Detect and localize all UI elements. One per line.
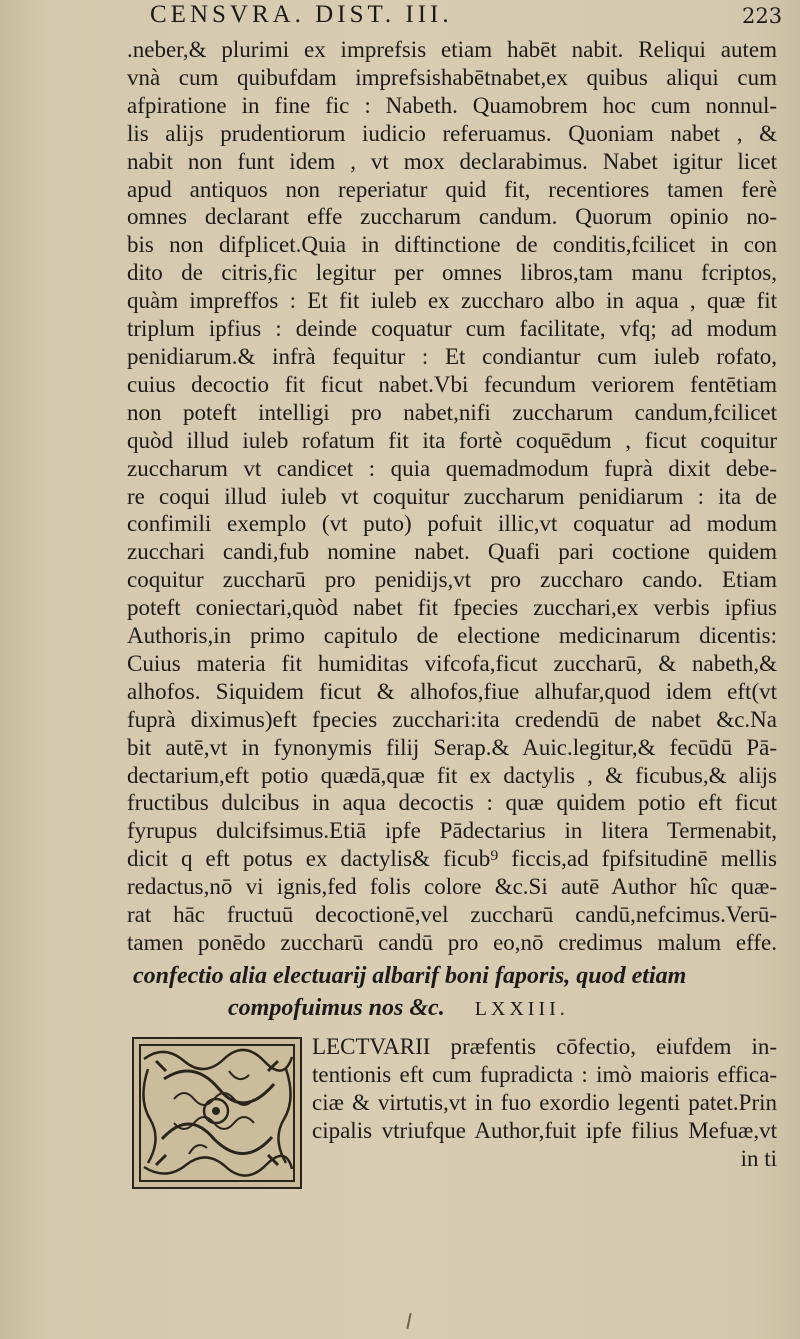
text-line: cuius decoctio fit ficut nabet.Vbi fecundum veriorem fentētiam bbox=[127, 371, 777, 397]
text-line: nabit non funt idem , vt mox declarabimus. Nabet igitur licet bbox=[127, 148, 777, 174]
text-line: bit autē,vt in fynonymis filij Serap.& Auic.legitur,& fecūdū Pā- bbox=[127, 734, 777, 760]
main-text-block bbox=[127, 36, 777, 957]
text-line: penidiarum.& infrà fequitur : Et condiantur cum iuleb rofato, bbox=[127, 343, 777, 369]
chapter-heading bbox=[133, 960, 773, 1025]
running-head: CENSVRA. DIST. III. bbox=[150, 1, 453, 28]
text-line: apud antiquos non reperiatur quid fit, recentiores tamen ferè bbox=[127, 176, 777, 202]
text-line: confimili exemplo (vt puto) pofuit illic,vt coquatur ad modum bbox=[127, 511, 777, 537]
text-line: poteft coniectari,quòd nabet fit fpecies zucchari,ex verbis ipfius bbox=[127, 595, 777, 621]
paragraph-line: cipalis vtriufque Author,fuit ipfe filius Mefuæ,vt bbox=[312, 1118, 777, 1143]
text-line: triplum ipfius : deinde coquatur cum facilitate, vfq; ad modum bbox=[127, 316, 777, 342]
text-line: Authoris,in primo capitulo de electione medicinarum dicentis: bbox=[127, 623, 777, 649]
text-line: fructibus dulcibus in aqua decoctis : quæ quidem potio eft ficut bbox=[127, 790, 777, 816]
text-line: fuprà diximus)eft fpecies zucchari:ita credendū de nabet &c.Na bbox=[127, 706, 777, 732]
paragraph-line: in ti bbox=[740, 1146, 777, 1171]
text-line: alhofos. Siquidem ficut & alhofos,fiue alhufar,quod idem eft(vt bbox=[127, 678, 777, 704]
decorated-initial-woodcut bbox=[132, 1037, 302, 1189]
text-line: rat hāc fructuū decoctionē,vel zuccharū candū,nefcimus.Verū- bbox=[127, 902, 777, 928]
ink-mark bbox=[406, 1313, 411, 1329]
text-line: dito de citris,fic legitur per omnes libros,tam manu fcriptos, bbox=[127, 260, 777, 286]
text-line: coquitur zuccharū pro penidijs,vt pro zuccharo cando. Etiam bbox=[127, 567, 777, 593]
text-line: re coqui illud iuleb vt coquitur zuccharum penidiarum : ita de bbox=[127, 483, 777, 509]
text-line: Cuius materia fit humiditas vifcofa,ficut zuccharū, & nabeth,& bbox=[127, 650, 777, 676]
paragraph-line: tentionis eft cum fupradicta : imò maioris effica- bbox=[312, 1062, 777, 1087]
text-line: afpiratione in fine fic : Nabeth. Quamobrem hoc cum nonnul- bbox=[127, 92, 777, 118]
heading-line-2-text: compofuimus nos &c. bbox=[228, 995, 445, 1021]
text-line: dectarium,eft potio quædā,quæ fit ex dactylis , & ficubus,& alijs bbox=[127, 762, 777, 788]
text-line: quòd illud iuleb rofatum fit ita fortè coquēdum , ficut coquitur bbox=[127, 427, 777, 453]
paragraph-line: LECTVARII præfentis cōfectio, eiufdem in- bbox=[312, 1034, 777, 1059]
ornament-pattern-icon bbox=[134, 1039, 300, 1187]
heading-line-1: confectio alia electuarij albarif boni faporis, quod etiam bbox=[133, 963, 687, 989]
text-line: quàm impreffos : Et fit iuleb ex zuccharo albo in aqua , quæ fit bbox=[127, 288, 777, 314]
page-header bbox=[0, 0, 800, 34]
text-line: omnes declarant effe zuccharum candum. Quorum opinio no- bbox=[127, 204, 777, 230]
text-line: bis non difplicet.Quia in diftinctione de conditis,fcilicet in con bbox=[127, 232, 777, 258]
text-line: .neber,& plurimi ex imprefsis etiam habēt nabit. Reliqui autem bbox=[127, 37, 777, 62]
heading-line-2 bbox=[133, 992, 773, 1025]
text-line: non poteft intelligi pro nabet,nifi zuccharum candum,fcilicet bbox=[127, 399, 777, 425]
chapter-number: LXXIII. bbox=[474, 998, 569, 1020]
text-line: lis alijs prudentiorum iudicio referuamus. Quoniam nabet , & bbox=[127, 120, 777, 146]
text-line: zuccharum vt candicet : quia quemadmodum fuprà dixit debe- bbox=[127, 455, 777, 481]
text-line: redactus,nō vi ignis,fed folis colore &c.Si autē Author hîc quæ- bbox=[127, 874, 777, 900]
page-number: 223 bbox=[742, 4, 783, 28]
text-line: fyrupus dulcifsimus.Etiā ipfe Pādectarius in litera Termenabit, bbox=[127, 818, 777, 844]
text-line: zucchari candi,fub nomine nabet. Quafi pari coctione quidem bbox=[127, 539, 777, 565]
chapter-paragraph bbox=[312, 1033, 777, 1173]
text-line: tamen ponēdo zuccharū candū pro eo,nō credimus malum effe. bbox=[127, 930, 777, 955]
text-line: vnà cum quibufdam imprefsishabētnabet,ex quibus aliqui cum bbox=[127, 64, 777, 90]
paragraph-line: ciæ & virtutis,vt in fuo exordio legenti patet.Prin bbox=[312, 1090, 777, 1115]
text-line: dicit q eft potus ex dactylis& ficub⁹ ficcis,ad fpifsitudinē mellis bbox=[127, 846, 777, 872]
